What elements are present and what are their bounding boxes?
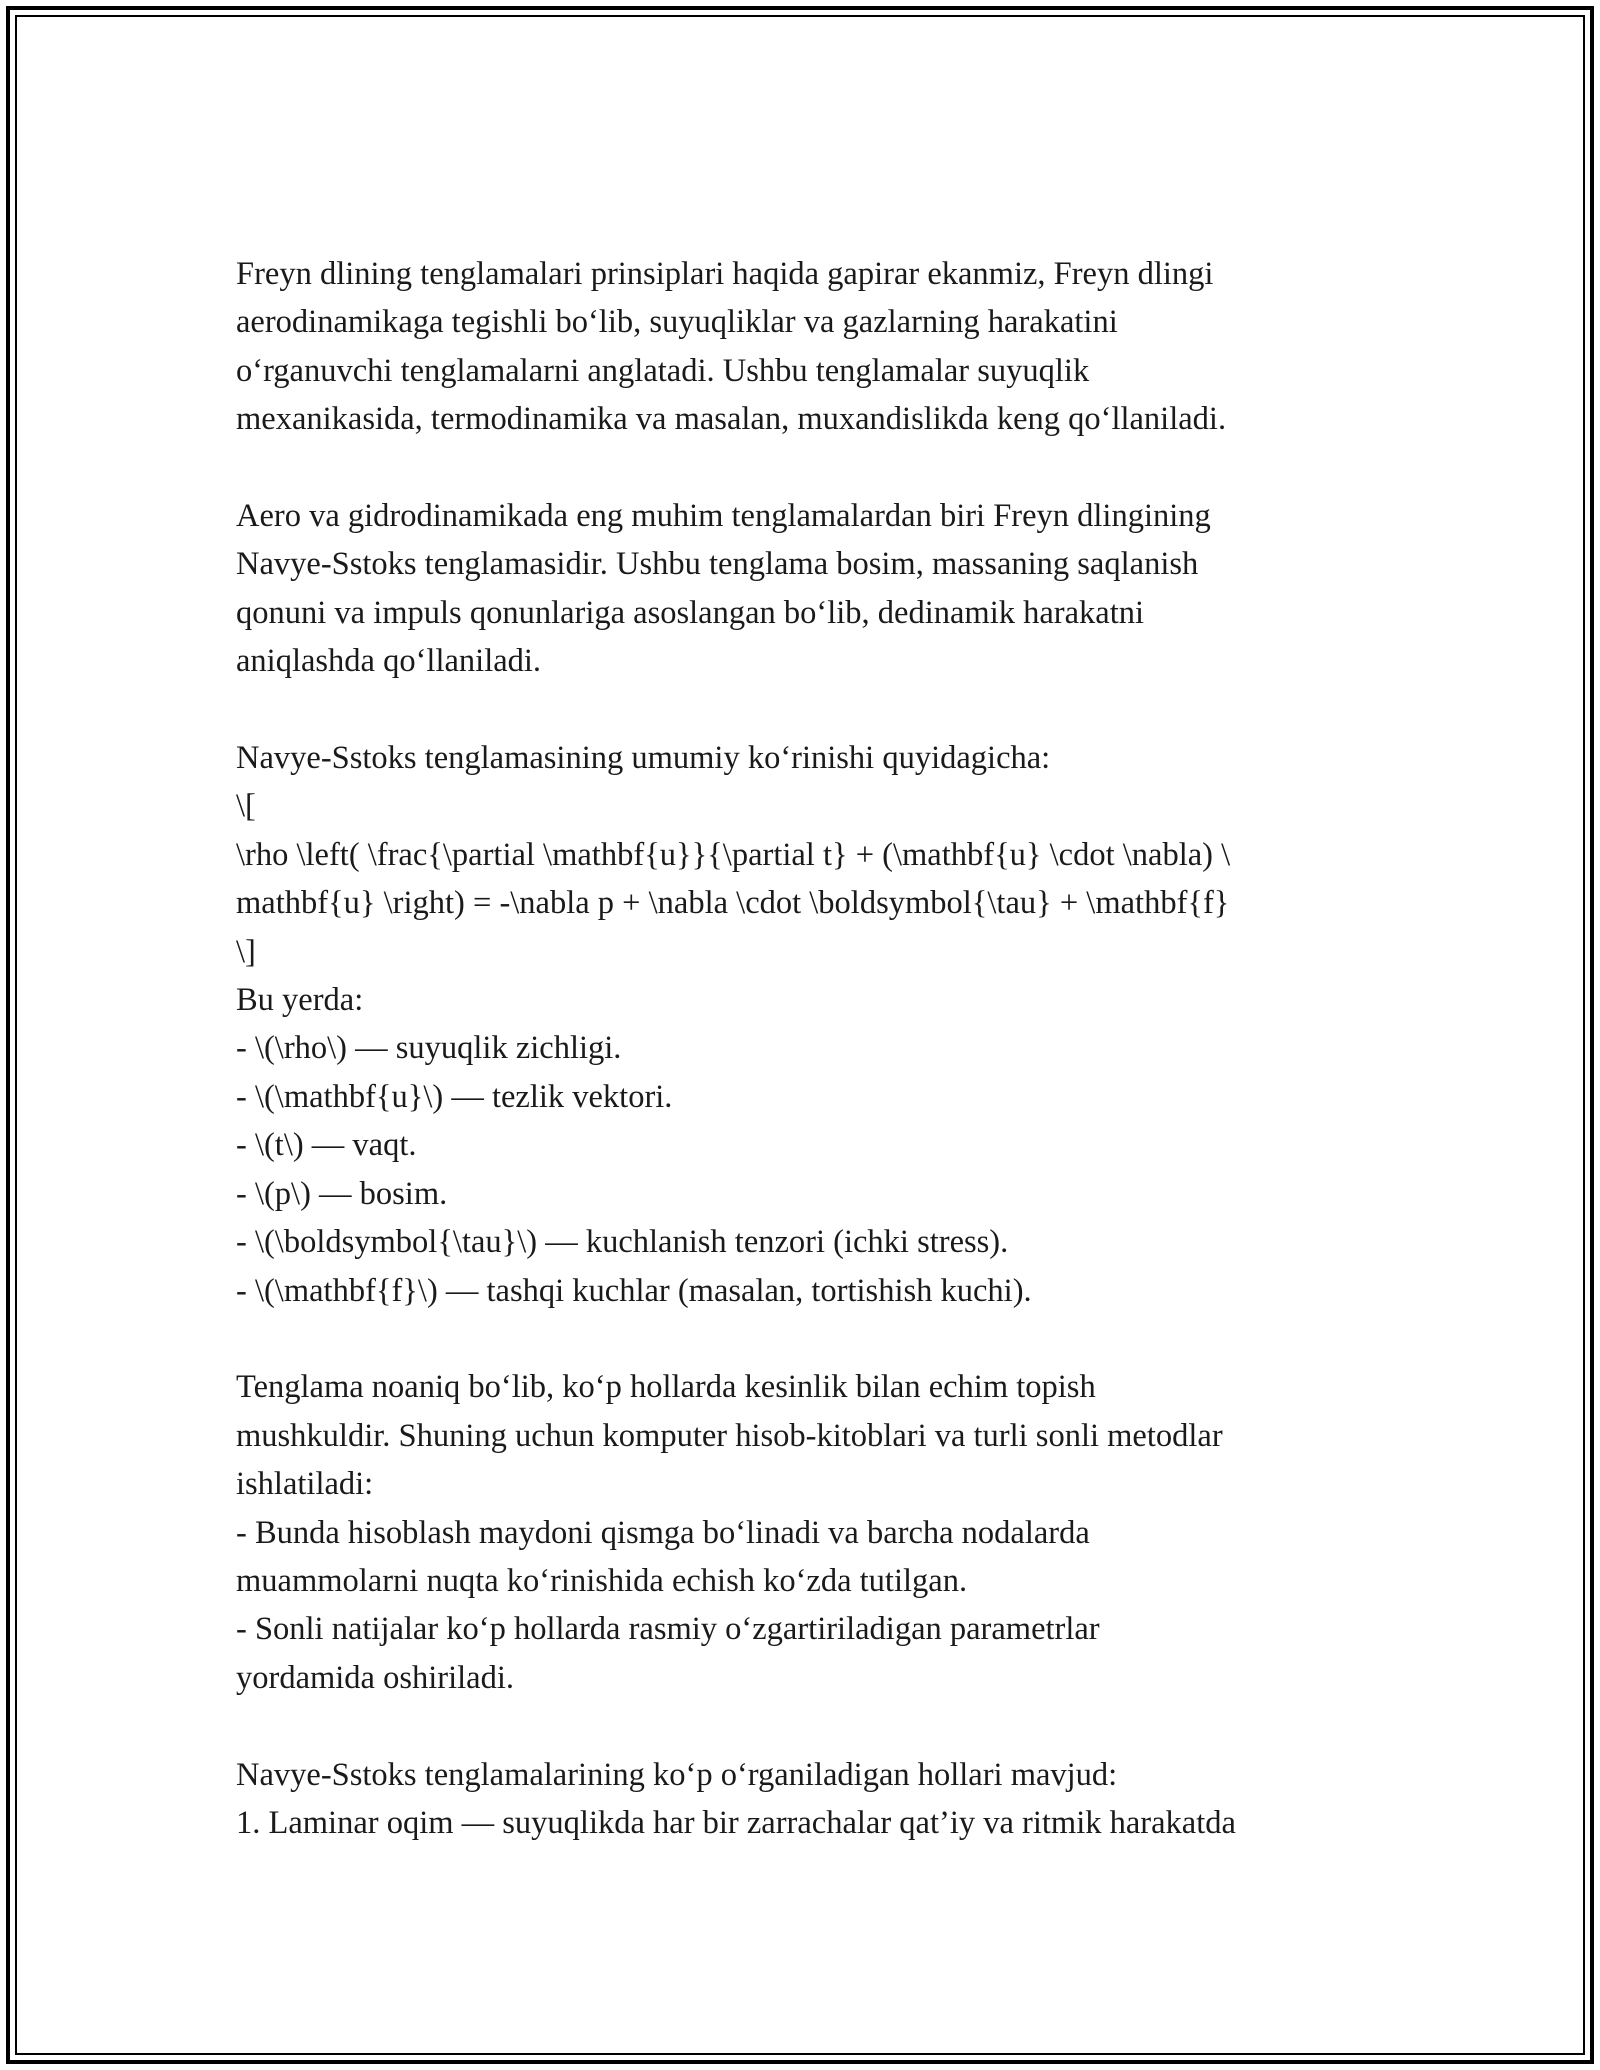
list-item: - Sonli natijalar ko‘p hollarda rasmiy o‘zgartiriladigan parametrlar: [236, 1611, 1100, 1648]
text-line: ishlatiladi:: [236, 1466, 374, 1503]
list-item: 1. Laminar oqim — suyuqlikda har bir zarrachalar qat’iy va ritmik harakatda: [236, 1804, 1236, 1841]
list-item: - \(\mathbf{f}\) — tashqi kuchlar (masalan, tortishish kuchi).: [236, 1272, 1032, 1309]
text-line: Aero va gidrodinamikada eng muhim tenglamalardan biri Freyn dlingining: [236, 498, 1211, 535]
text-line: Navye-Sstoks tenglamasidir. Ushbu tenglama bosim, massaning saqlanish: [236, 546, 1199, 583]
text-line: qonuni va impuls qonunlariga asoslangan bo‘lib, dedinamik harakatni: [236, 594, 1145, 631]
text-line: Navye-Sstoks tenglamalarining ko‘p o‘rganiladigan hollari mavjud:: [236, 1756, 1118, 1793]
text-line: yordamida oshiriladi.: [236, 1659, 514, 1696]
equation-line: mathbf{u} \right) = -\nabla p + \nabla \cdot \boldsymbol{\tau} + \mathbf{f}: [236, 885, 1230, 922]
text-line: muammolarni nuqta ko‘rinishida echish ko‘zda tutilgan.: [236, 1562, 968, 1599]
list-item: - \(\mathbf{u}\) — tezlik vektori.: [236, 1078, 673, 1115]
text-line: aerodinamikaga tegishli bo‘lib, suyuqliklar va gazlarning harakatini: [236, 304, 1118, 341]
text-line: Bu yerda:: [236, 982, 364, 1019]
list-item: - Bunda hisoblash maydoni qismga bo‘linadi va barcha nodalarda: [236, 1514, 1090, 1551]
paragraph-numerical-methods: [236, 1363, 1376, 1702]
paragraph-navier-stokes-intro: [236, 492, 1376, 686]
list-item: - \(p\) — bosim.: [236, 1175, 448, 1212]
text-line: mushkuldir. Shuning uchun komputer hisob-kitoblari va turli sonli metodlar: [236, 1417, 1223, 1454]
text-line: Freyn dlining tenglamalari prinsiplari haqida gapirar ekanmiz, Freyn dlingi: [236, 256, 1214, 292]
text-line: Navye-Sstoks tenglamasining umumiy ko‘rinishi quyidagicha:: [236, 740, 1051, 777]
equation-open: \[: [236, 788, 256, 825]
list-item: - \(t\) — vaqt.: [236, 1127, 417, 1164]
text-line: o‘rganuvchi tenglamalarni anglatadi. Ushbu tenglamalar suyuqlik: [236, 352, 1090, 389]
text-line: mexanikasida, termodinamika va masalan, muxandislikda keng qo‘llaniladi.: [236, 401, 1227, 438]
document-body: [236, 250, 1376, 1847]
list-item: - \(\boldsymbol{\tau}\) — kuchlanish tenzori (ichki stress).: [236, 1224, 1009, 1261]
text-line: Tenglama noaniq bo‘lib, ko‘p hollarda kesinlik bilan echim topish: [236, 1369, 1096, 1406]
paragraph-flow-cases: [236, 1751, 1376, 1848]
paragraph-intro: [236, 250, 1376, 444]
list-item: - \(\rho\) — suyuqlik zichligi.: [236, 1030, 622, 1067]
equation-line: \rho \left( \frac{\partial \mathbf{u}}{\partial t} + (\mathbf{u} \cdot \nabla) \: [236, 836, 1231, 873]
paragraph-equation-block: [236, 734, 1376, 1315]
text-line: aniqlashda qo‘llaniladi.: [236, 643, 542, 680]
equation-close: \]: [236, 933, 256, 970]
